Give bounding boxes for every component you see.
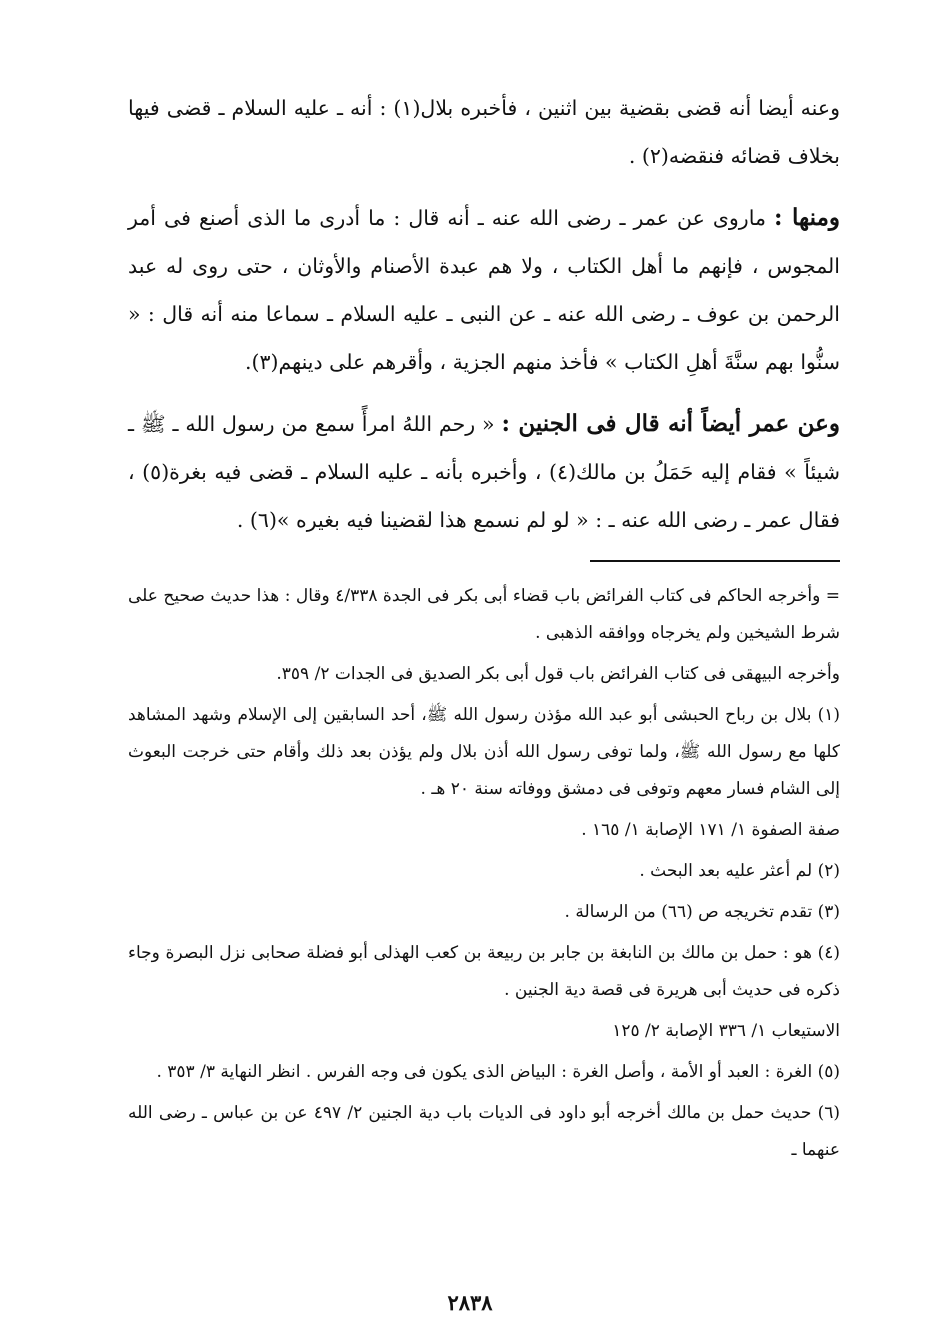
paragraph-text: « رحم اللهُ امرأً سمع من رسول الله ـ ﷺ ـ شيئاً » فقام إليه حَمَلُ بن مالك(٤) ، وأخبره بأنه ـ عليه السلام ـ قضى فيه بغرة(٥) ، فقال عمر ـ رضى الله عنه ـ : « لو لم نسمع هذا لقضينا فيه بغيره »(٦) . [128,412,840,532]
footnote: (٦) حديث حمل بن مالك أخرجه أبو داود فى الديات باب دية الجنين ٢/ ٤٩٧ عن بن عباس ـ رضى الله عنهما ـ [128,1103,840,1160]
paragraph-text: ماروى عن عمر ـ رضى الله عنه ـ أنه قال : ما أدرى ما الذى أصنع فى أمر المجوس ، فإنهم ما أهل الكتاب ، ولا هم عبدة الأصنام والأوثان ، حتى روى له عبد الرحمن بن عوف ـ رضى الله عنه ـ عن النبى ـ عليه السلام ـ سماعا منه أنه قال : « سنُّوا بهم سنَّةَ أهلِ الكتاب » فأخذ منهم الجزية ، وأقرهم على دينهم(٣). [128,206,840,374]
paragraph-lead: وعن عمر أيضاً أنه قال فى الجنين : [501,410,840,437]
paragraph-lead: ومنها : [773,204,840,231]
paragraph-text: وعنه أيضا أنه قضى بقضية بين اثنين ، فأخبره بلال(١) : أنه ـ عليه السلام ـ قضى فيها بخلاف قضائه فنقضه(٢) . [128,96,840,168]
footnote-divider [590,560,840,562]
footnote: (٢) لم أعثر عليه بعد البحث . [639,861,840,881]
footnote: وأخرجه البيهقى فى كتاب الفرائض باب قول أبى بكر الصديق فى الجدات ٢/ ٣٥٩. [276,664,840,684]
page-number: ٢٨٣٨ [447,1290,493,1315]
footnote: صفة الصفوة ١/ ١٧١ الإصابة ١/ ١٦٥ . [581,820,840,840]
footnote: (٤) هو : حمل بن مالك بن النابغة بن جابر بن ربيعة بن كعب الهذلى أبو فضلة صحابى نزل البصرة وجاء ذكره فى حديث أبى هريرة فى قصة دية الجنين . [128,943,840,1000]
paragraph-1 [128,84,840,180]
page-body [128,84,840,1173]
paragraph-2 [128,194,840,386]
main-text [128,84,840,544]
footnote: (٣) تقدم تخريجه ص (٦٦) من الرسالة . [564,902,840,922]
footnotes [128,578,840,1169]
footnote: الاستيعاب ١/ ٣٣٦ الإصابة ٢/ ١٢٥ [612,1021,840,1041]
footnote: (١) بلال بن رباح الحبشى أبو عبد الله مؤذن رسول الله ﷺ، أحد السابقين إلى الإسلام وشهد المشاهد كلها مع رسول الله ﷺ، ولما توفى رسول الله أذن بلال ولم يؤذن بعد ذلك وأقام حتى خرجت البعوث إلى الشام فسار معهم وتوفى فى دمشق ووفاته سنة ٢٠ هـ . [128,705,840,799]
paragraph-3 [128,400,840,544]
footnote: (٥) الغرة : العبد أو الأمة ، وأصل الغرة : البياض الذى يكون فى وجه الفرس . انظر النهاية ٣/ ٣٥٣ . [156,1062,840,1082]
footnote: = وأخرجه الحاكم فى كتاب الفرائض باب قضاء أبى بكر فى الجدة ٤/٣٣٨ وقال : هذا حديث صحيح على شرط الشيخين ولم يخرجاه ووافقه الذهبى . [128,586,840,643]
